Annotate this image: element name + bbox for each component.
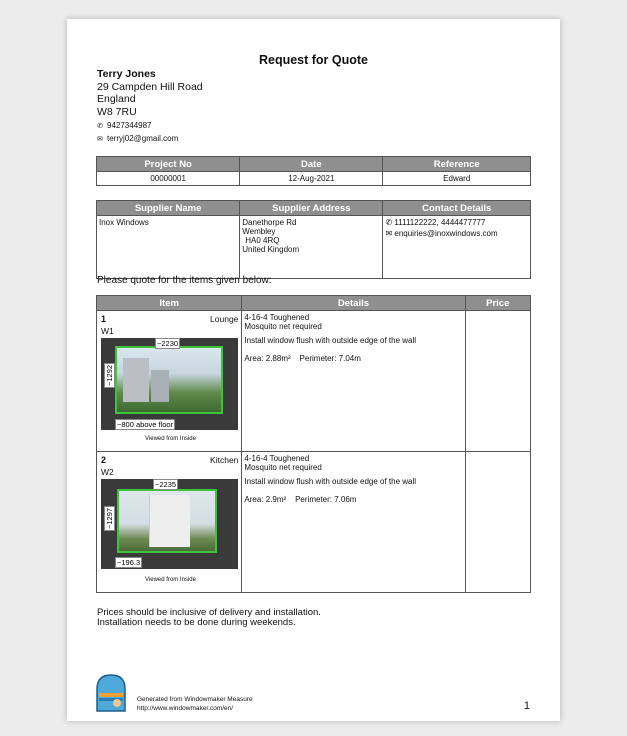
sender-email: terryj02@gmail.com <box>107 134 179 143</box>
date-value: 12-Aug-2021 <box>240 172 383 186</box>
table-row <box>97 311 531 452</box>
sender-postcode: W8 7RU <box>97 105 137 118</box>
sender-contact <box>97 120 178 146</box>
header-details: Details <box>242 296 465 311</box>
table-row <box>97 452 531 593</box>
height-label: ~1292 <box>105 364 114 386</box>
header-price: Price <box>465 296 530 311</box>
sender-address-line: England <box>97 93 136 105</box>
sender-name: Terry Jones <box>97 68 156 80</box>
footer-generated: Generated from Windowmaker Measure <box>137 696 253 703</box>
footer-text <box>137 695 253 713</box>
project-no-value: 00000001 <box>97 172 240 186</box>
header-date: Date <box>240 157 383 172</box>
item-number: 1 <box>101 314 107 324</box>
notes: Prices should be inclusive of delivery and installation. Installation needs to be done during weekends. <box>97 607 321 628</box>
project-table <box>96 156 531 186</box>
supplier-address-value: Danethorpe Rd Wembley HA0 4RQ United Kingdom <box>240 216 383 279</box>
header-project-no: Project No <box>97 157 240 172</box>
width-label: ~2230 <box>157 339 179 348</box>
page-title: Request for Quote <box>258 53 369 67</box>
header-contact-details: Contact Details <box>383 201 531 216</box>
items-table <box>96 295 531 593</box>
header-supplier-address: Supplier Address <box>240 201 383 216</box>
window-photo <box>101 479 238 569</box>
price-cell <box>465 452 530 593</box>
phone-icon: ✆ <box>385 218 395 227</box>
details-cell: 4-16-4 Toughened Mosquito net required Install window flush with outside edge of the wall Area: 2.88m² Perimeter: 7.04m <box>242 311 465 452</box>
sender-phone: 9427344987 <box>107 121 152 130</box>
details-cell: 4-16-4 Toughened Mosquito net required Install window flush with outside edge of the wall Area: 2.9m² Perimeter: 7.06m <box>242 452 465 593</box>
sender-address-line: 29 Campden Hill Road <box>97 80 203 93</box>
item-room: Lounge <box>210 314 239 324</box>
supplier-name-value: Inox Windows <box>97 216 240 279</box>
header-reference: Reference <box>383 157 531 172</box>
envelope-icon: ✉ <box>385 229 395 238</box>
window-photo <box>101 338 238 430</box>
floor-label: ~800 above floor <box>117 420 174 429</box>
header-item: Item <box>97 296 242 311</box>
item-code: W2 <box>101 467 114 477</box>
height-label: ~1297 <box>105 507 114 529</box>
width-label: ~2235 <box>155 480 177 489</box>
quote-prompt: Please quote for the items given below: <box>97 275 272 286</box>
item-cell <box>97 311 242 452</box>
item-room: Kitchen <box>210 455 239 465</box>
item-code: W1 <box>101 326 114 336</box>
price-cell <box>465 311 530 452</box>
footer-url[interactable]: http://www.windowmaker.com/en/ <box>137 705 234 712</box>
supplier-contact-value: ✆ 1111122222, 4444477777 ✉ enquiries@inoxwindows.com <box>383 216 531 279</box>
page-number: 1 <box>523 700 530 712</box>
viewed-caption: Viewed from Inside <box>145 436 196 442</box>
supplier-table <box>96 200 531 279</box>
item-cell <box>97 452 242 593</box>
viewed-caption: Viewed from Inside <box>145 577 196 583</box>
header-supplier-name: Supplier Name <box>97 201 240 216</box>
phone-icon: ✆ <box>97 123 103 130</box>
floor-label: ~196.3 <box>117 558 141 567</box>
document-page <box>67 19 560 721</box>
envelope-icon: ✉ <box>97 136 103 143</box>
windowmaker-logo <box>95 673 127 713</box>
item-number: 2 <box>101 455 107 465</box>
reference-value: Edward <box>383 172 531 186</box>
sender-address <box>97 68 203 118</box>
